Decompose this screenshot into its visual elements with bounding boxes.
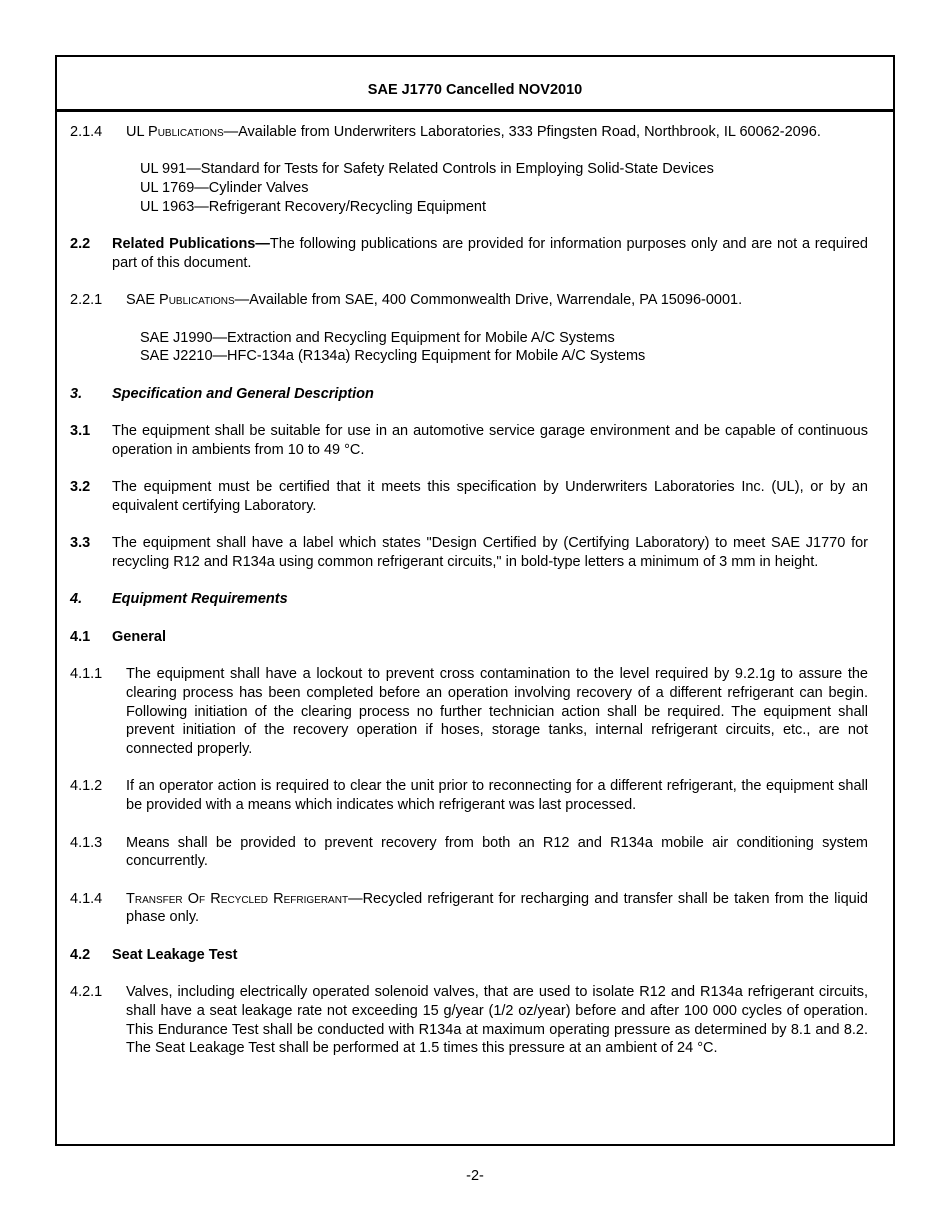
section-text: The equipment shall have a label which states "Design Certified by (Certifying Laboratory) to meet SAE J1770 for recycling R12 and R134a using common refrigerant circuits," in bold-type letters a minimum of 3 mm in height.: [112, 535, 868, 571]
section-text: —Available from SAE, 400 Commonwealth Drive, Warrendale, PA 15096-0001.: [234, 292, 743, 309]
page-header: [57, 57, 893, 112]
section-number: 3.1: [70, 423, 91, 440]
section-title: Equipment Requirements: [112, 591, 288, 608]
section-text: If an operator action is required to clear the unit prior to reconnecting for a different refrigerant, the equipment shall be provided with a means which indicates which refrigerant was last processed.: [126, 778, 868, 814]
section-number: 3.2: [70, 479, 91, 496]
section-number: 2.1.4: [70, 124, 103, 140]
section-number: 4.1.4: [70, 890, 103, 907]
reference-item: UL 991—Standard for Tests for Safety Related Controls in Employing Solid-State Devices: [140, 161, 714, 178]
reference-item: SAE J2210—HFC-134a (R134a) Recycling Equipment for Mobile A/C Systems: [140, 348, 646, 365]
section-title: Transfer Of Recycled Refrigerant: [126, 890, 349, 907]
section-text: Valves, including electrically operated solenoid valves, that are used to isolate R12 and R134a refrigerant circuits, shall have a seat leakage rate not exceeding 15 g/year (1/2 oz/year) before and after 100 000 cycles of operation. This Endurance Test shall be conducted with R134a at maximum operating pressure as determined by 8.1 and 8.2. The Seat Leakage Test shall be performed at 1.5 times this pressure at an ambient of 24 °C.: [126, 984, 868, 1057]
document-body: [70, 123, 868, 1077]
section-text: The equipment shall have a lockout to prevent cross contamination to the level required by 9.2.1g to assure the clearing process has been completed before an operation involving recovery of a different refrigerant can begin. Following initiation of the clearing process no further technician action shall be required. The equipment shall prevent initiation of the recovery operation if hoses, storage tanks, internal refrigerant circuits, etc., are not connected properly.: [126, 666, 868, 758]
section-4-2: [70, 946, 868, 965]
document-title: SAE J1770 Cancelled NOV2010: [367, 81, 583, 98]
section-title: Specification and General Description: [112, 385, 374, 402]
section-number: 3.: [70, 385, 83, 402]
section-4-1-4: [70, 890, 868, 927]
ul-references: [140, 160, 868, 216]
section-title: Seat Leakage Test: [112, 946, 238, 963]
section-title: Related Publications—: [112, 236, 270, 253]
section-text: The following publications are provided for information purposes only and are not a required part of this document.: [112, 236, 869, 271]
reference-item: UL 1963—Refrigerant Recovery/Recycling Equipment: [140, 198, 487, 215]
section-text: Means shall be provided to prevent recovery from both an R12 and R134a mobile air conditioning system concurrently.: [126, 834, 868, 870]
section-4-1-3: [70, 834, 868, 871]
section-4-1: [70, 628, 868, 647]
section-number: 4.1.3: [70, 834, 103, 851]
section-text: —Available from Underwriters Laboratories, 333 Pfingsten Road, Northbrook, IL 60062-2096.: [223, 124, 821, 140]
section-3-3: [70, 534, 868, 571]
section-number: 4.1.2: [70, 778, 103, 795]
section-number: 4.1.1: [70, 666, 103, 683]
section-text: The equipment must be certified that it meets this specification by Underwriters Laboratories Inc. (UL), or by an equivalent certifying Laboratory.: [112, 479, 868, 514]
section-3-1: [70, 422, 868, 459]
page-frame: [55, 55, 895, 1146]
section-text: —Recycled refrigerant for recharging and transfer shall be taken from the liquid phase only.: [126, 890, 868, 926]
section-2-2: [70, 235, 868, 272]
section-title: General: [112, 628, 166, 645]
section-title: UL Publications: [126, 124, 224, 140]
section-title: SAE Publications: [126, 292, 235, 309]
section-text: The equipment shall be suitable for use in an automotive service garage environment and be capable of continuous operation in ambients from 10 to 49 °C.: [112, 423, 868, 458]
reference-item: UL 1769—Cylinder Valves: [140, 180, 309, 197]
section-4-2-1: [70, 983, 868, 1058]
section-4-1-1: [70, 665, 868, 759]
section-4-heading: [70, 590, 868, 609]
section-number: 4.1: [70, 628, 91, 645]
page-number: -2-: [466, 1168, 484, 1184]
section-number: 2.2.1: [70, 292, 103, 309]
section-2-2-1: [70, 291, 868, 310]
section-4-1-2: [70, 777, 868, 814]
section-3-heading: [70, 385, 868, 404]
section-number: 2.2: [70, 236, 91, 253]
sae-references: [140, 329, 868, 366]
section-3-2: [70, 478, 868, 515]
section-2-1-4: [70, 123, 868, 142]
section-number: 4.: [70, 591, 83, 608]
section-number: 4.2.1: [70, 984, 103, 1001]
section-number: 3.3: [70, 535, 91, 552]
section-number: 4.2: [70, 946, 91, 963]
reference-item: SAE J1990—Extraction and Recycling Equipment for Mobile A/C Systems: [140, 329, 615, 346]
